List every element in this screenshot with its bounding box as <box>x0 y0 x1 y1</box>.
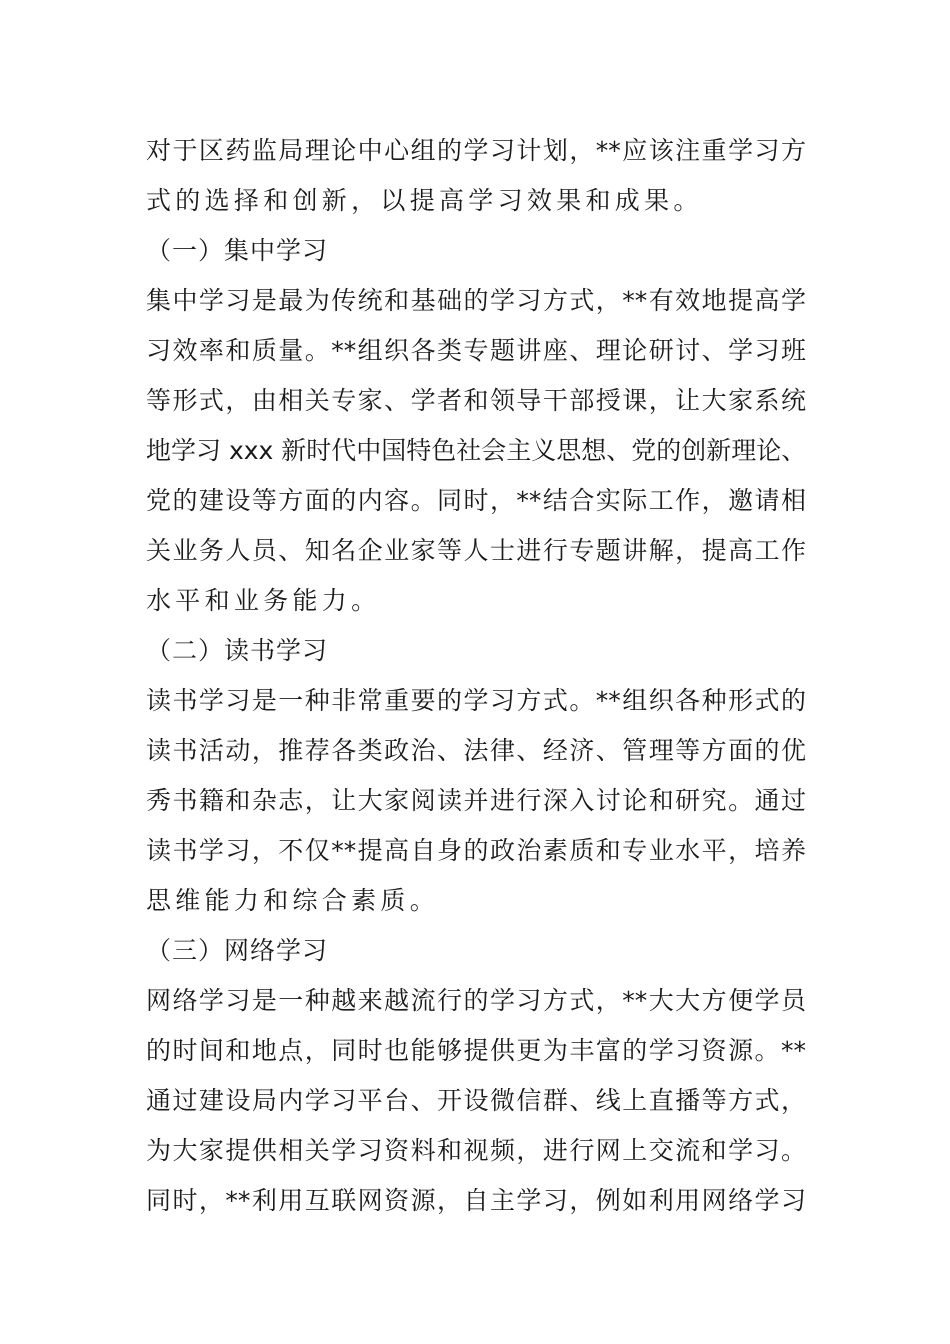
paragraph-line: 等形式，由相关专家、学者和领导干部授课，让大家系统 <box>146 386 806 415</box>
paragraph-line: 读书学习是一种非常重要的学习方式。**组织各种形式的 <box>146 686 806 715</box>
paragraph-line: 读书学习，不仅**提高自身的政治素质和专业水平，培养 <box>146 836 806 865</box>
paragraph-line: 习效率和质量。**组织各类专题讲座、理论研讨、学习班 <box>146 336 806 365</box>
paragraph-line: 为大家提供相关学习资料和视频，进行网上交流和学习。 <box>146 1136 806 1165</box>
paragraph-line: 水平和业务能力。 <box>146 586 381 615</box>
paragraph-line: 对于区药监局理论中心组的学习计划，**应该注重学习方 <box>146 136 806 165</box>
section-heading: （二）读书学习 <box>146 636 329 665</box>
paragraph-line: 网络学习是一种越来越流行的学习方式，**大大方便学员 <box>146 986 806 1015</box>
paragraph-line: 通过建设局内学习平台、开设微信群、线上直播等方式， <box>146 1086 806 1115</box>
paragraph-line: 思维能力和综合素质。 <box>146 886 440 915</box>
paragraph-line: 式的选择和创新，以提高学习效果和成果。 <box>146 186 703 215</box>
paragraph-line: 的时间和地点，同时也能够提供更为丰富的学习资源。** <box>146 1036 806 1065</box>
paragraph-line: 同时，**利用互联网资源，自主学习，例如利用网络学习 <box>146 1186 806 1215</box>
paragraph-line: 党的建设等方面的内容。同时，**结合实际工作，邀请相 <box>146 486 806 515</box>
paragraph-line: 地学习 xxx 新时代中国特色社会主义思想、党的创新理论、 <box>146 436 807 465</box>
paragraph-line: 集中学习是最为传统和基础的学习方式，**有效地提高学 <box>146 286 806 315</box>
section-heading: （一）集中学习 <box>146 236 329 265</box>
section-heading: （三）网络学习 <box>146 936 329 965</box>
paragraph-line: 读书活动，推荐各类政治、法律、经济、管理等方面的优 <box>146 736 806 765</box>
paragraph-line: 关业务人员、知名企业家等人士进行专题讲解，提高工作 <box>146 536 806 565</box>
paragraph-line: 秀书籍和杂志，让大家阅读并进行深入讨论和研究。通过 <box>146 786 806 815</box>
